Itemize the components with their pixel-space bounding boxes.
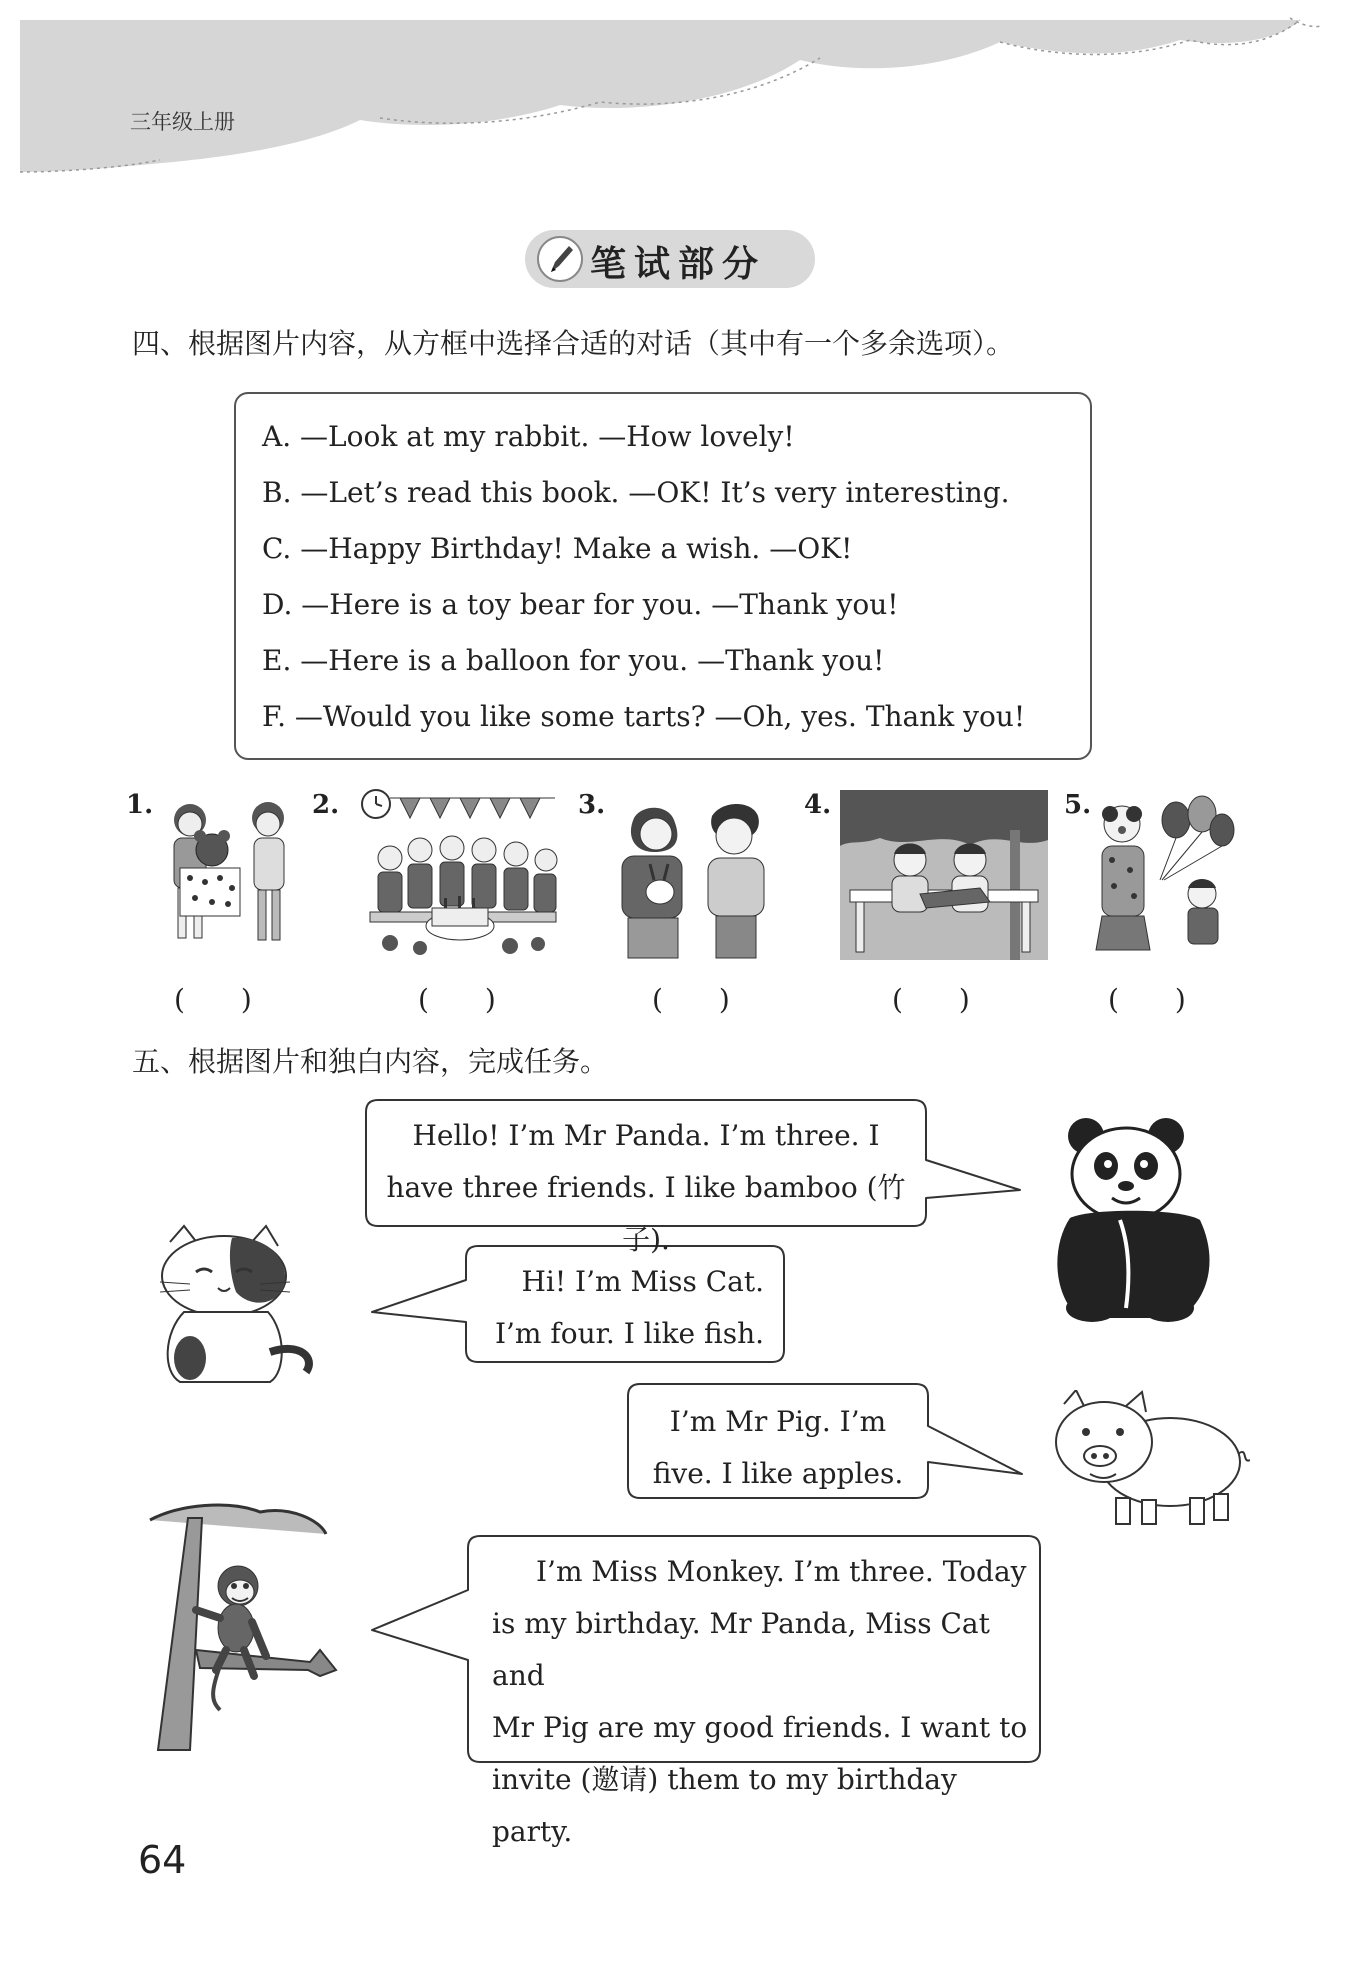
q4-heading: 四、根据图片内容，从方框中选择合适的对话（其中有一个多余选项）。 bbox=[132, 327, 1015, 360]
option-f: F. —Would you like some tarts? —Oh, yes. Thank you! bbox=[262, 700, 1026, 733]
picture-number-3: 3. bbox=[578, 790, 606, 820]
picture-toy-bear bbox=[150, 790, 310, 960]
panda-illustration bbox=[1050, 1108, 1220, 1328]
header-cloud-band bbox=[0, 0, 1350, 180]
option-a: A. —Look at my rabbit. —How lovely! bbox=[262, 420, 795, 453]
picture-number-5: 5. bbox=[1064, 790, 1092, 820]
q5-heading: 五、根据图片和独白内容，完成任务。 bbox=[132, 1045, 609, 1078]
pencil-icon bbox=[535, 234, 585, 284]
answer-blank-1[interactable]: ( ) bbox=[174, 983, 252, 1016]
answer-blank-3[interactable]: ( ) bbox=[652, 983, 730, 1016]
option-c: C. —Happy Birthday! Make a wish. —OK! bbox=[262, 532, 853, 565]
bubble-monkey-line-1: I’m Miss Monkey. I’m three. Today bbox=[536, 1555, 1027, 1588]
picture-number-4: 4. bbox=[804, 790, 832, 820]
grade-label: 三年级上册 bbox=[130, 110, 235, 134]
pig-illustration bbox=[1050, 1390, 1250, 1530]
option-b: B. —Let’s read this book. —OK! It’s very interesting. bbox=[262, 476, 1010, 509]
bubble-panda-line-2: have three friends. I like bamboo (竹子). bbox=[386, 1171, 906, 1256]
bubble-cat-text bbox=[470, 1256, 790, 1360]
bubble-monkey-line-2: is my birthday. Mr Panda, Miss Cat and bbox=[492, 1607, 990, 1692]
bubble-monkey-line-3: Mr Pig are my good friends. I want to bbox=[492, 1711, 1028, 1744]
bubble-pig-text bbox=[628, 1396, 928, 1500]
bubble-panda-line-1: Hello! I’m Mr Panda. I’m three. I bbox=[412, 1119, 880, 1152]
section-title: 笔试部分 bbox=[590, 244, 767, 285]
picture-number-1: 1. bbox=[126, 790, 154, 820]
bubble-monkey-text bbox=[476, 1546, 1036, 1858]
picture-balloon bbox=[1090, 790, 1240, 960]
bubble-monkey-line-4: invite (邀请) them to my birthday party. bbox=[492, 1763, 957, 1848]
bubble-cat-line-1: Hi! I’m Miss Cat. bbox=[521, 1265, 764, 1298]
answer-blank-5[interactable]: ( ) bbox=[1108, 983, 1186, 1016]
option-d: D. —Here is a toy bear for you. —Thank you! bbox=[262, 588, 899, 621]
page-number: 64 bbox=[138, 1838, 187, 1882]
picture-birthday-party bbox=[360, 788, 560, 962]
cat-illustration bbox=[140, 1222, 320, 1386]
bubble-pig-line-2: five. I like apples. bbox=[652, 1457, 904, 1490]
picture-reading-book bbox=[840, 790, 1048, 960]
monkey-illustration bbox=[140, 1500, 340, 1760]
answer-blank-4[interactable]: ( ) bbox=[892, 983, 970, 1016]
bubble-pig-line-1: I’m Mr Pig. I’m bbox=[669, 1405, 887, 1438]
picture-rabbit bbox=[612, 800, 792, 962]
option-e: E. —Here is a balloon for you. —Thank you! bbox=[262, 644, 885, 677]
answer-blank-2[interactable]: ( ) bbox=[418, 983, 496, 1016]
bubble-panda-text bbox=[366, 1110, 926, 1266]
picture-number-2: 2. bbox=[312, 790, 340, 820]
bubble-cat-line-2: I’m four. I like fish. bbox=[494, 1317, 764, 1350]
